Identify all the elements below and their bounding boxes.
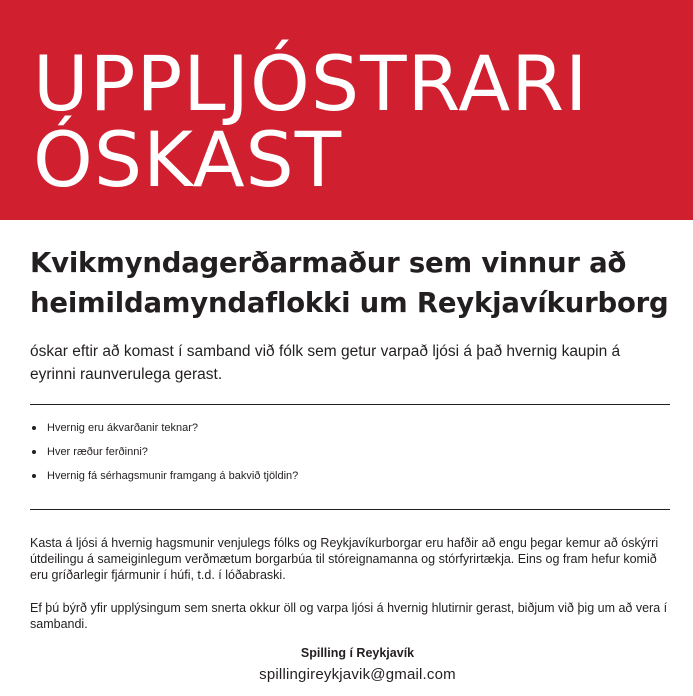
header-banner bbox=[0, 0, 693, 220]
body-paragraph-2: Ef þú býrð yfir upplýsingum sem snerta okkur öll og varpa ljósi á hvernig hlutirnir gerast, biðjum við þig um að vera í sambandi. bbox=[30, 601, 668, 631]
question-item bbox=[30, 422, 298, 446]
contact-email[interactable]: spillingireykjavik@gmail.com bbox=[259, 666, 456, 683]
headline: Kvikmyndagerðarmaður sem vinnur að heimildamyndaflokki um Reykjavíkurborg bbox=[30, 247, 669, 319]
question-text: Hver ræður ferðinni? bbox=[47, 446, 148, 458]
bullet-icon bbox=[32, 426, 36, 430]
banner-title-line-2: ÓSKAST bbox=[33, 115, 343, 204]
signature: Spilling í Reykjavík bbox=[300, 646, 415, 660]
divider-bottom bbox=[30, 509, 670, 510]
bullet-icon bbox=[32, 450, 36, 454]
body-paragraph-1: Kasta á ljósi á hvernig hagsmunir venjulegs fólks og Reykjavíkurborgar eru hafðir að engu þegar kemur að óskýrri útdeilingu á sameiginlegum verðmætum borgarbúa til stóreignamanna og stórfyrirtækja. Eins og fram hefur komið eru gríðarlegir fjármunir í húfi, t.d. í lóðabraski. bbox=[30, 536, 659, 582]
question-text: Hvernig eru ákvarðanir teknar? bbox=[47, 422, 199, 434]
question-text: Hvernig fá sérhagsmunir framgang á bakvið tjöldin? bbox=[47, 470, 299, 482]
question-item bbox=[30, 446, 298, 470]
subheading: óskar eftir að komast í samband við fólk sem getur varpað ljósi á það hvernig kaupin á eyrinni raunverulega gerast. bbox=[30, 343, 621, 383]
divider-top bbox=[30, 404, 670, 405]
question-item bbox=[30, 470, 298, 494]
question-list bbox=[30, 422, 298, 494]
bullet-icon bbox=[32, 474, 36, 478]
banner-title-line-1: UPPLJÓSTRARI bbox=[33, 39, 589, 128]
